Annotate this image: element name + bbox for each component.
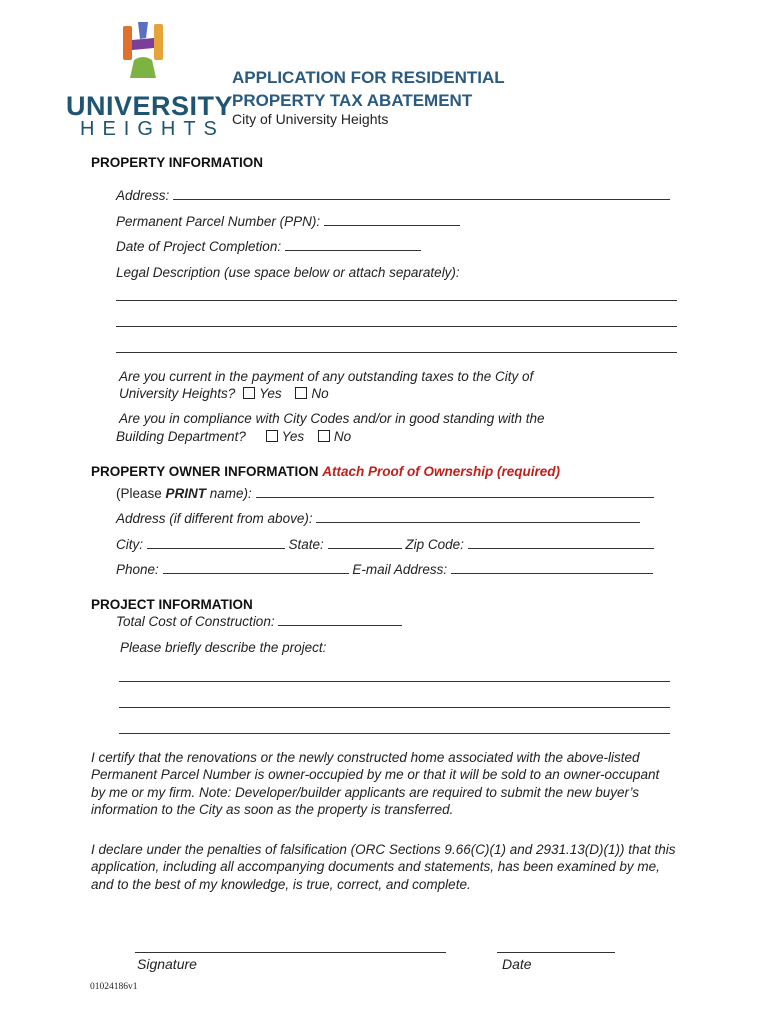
taxes-no-checkbox[interactable] [295, 387, 307, 399]
owner-name-label-bold: PRINT [165, 486, 207, 501]
zip-label: Zip Code: [405, 537, 464, 552]
taxes-yes-checkbox[interactable] [243, 387, 255, 399]
proof-of-ownership-note: Attach Proof of Ownership (required) [322, 464, 561, 479]
logo-wordmark: UNIVERSITY [66, 91, 234, 121]
signature-line[interactable] [135, 952, 446, 953]
taxes-no-label: No [311, 386, 329, 401]
phone-label: Phone: [116, 562, 159, 577]
owner-address-field [116, 511, 640, 526]
codes-yes-checkbox[interactable] [266, 430, 278, 442]
project-description-label: Please briefly describe the project: [120, 640, 327, 655]
construction-cost-label: Total Cost of Construction: [116, 614, 275, 629]
date-label: Date [502, 956, 532, 972]
owner-address-label: Address (if different from above): [116, 511, 313, 526]
construction-cost-field [116, 614, 402, 629]
taxes-question-line-2 [119, 386, 329, 401]
email-input[interactable] [451, 562, 653, 574]
section-property-heading: PROPERTY INFORMATION [91, 155, 264, 170]
page-title [232, 66, 505, 112]
signature-label: Signature [137, 956, 197, 972]
title-line-2: PROPERTY TAX ABATEMENT [232, 91, 473, 110]
owner-name-field [116, 486, 654, 501]
codes-question-line-2 [116, 429, 351, 444]
legal-description-label: Legal Description (use space below or attach separately): [116, 265, 460, 280]
owner-name-label-pre: (Please [116, 486, 166, 501]
title-line-1: APPLICATION FOR RESIDENTIAL [232, 68, 505, 87]
codes-no-checkbox[interactable] [318, 430, 330, 442]
project-description-line-1[interactable] [119, 681, 670, 682]
project-description-line-2[interactable] [119, 707, 670, 708]
codes-yes-label: Yes [281, 429, 305, 444]
state-input[interactable] [328, 537, 402, 549]
phone-input[interactable] [163, 562, 349, 574]
taxes-question-line-1: Are you current in the payment of any outstanding taxes to the City of [119, 369, 534, 384]
taxes-question-text: University Heights? [119, 386, 236, 401]
address-input[interactable] [173, 188, 670, 200]
certification-paragraph: I certify that the renovations or the newly constructed home associated with the above-listed Permanent Parcel Number is owner-occupied by me or that it will be sold to an owner-occupant by me or my firm. Note: Developer/builder applicants are required to submit the new buyer’s information to the City as soon as the property is transferred. [91, 750, 660, 818]
legal-description-line-2[interactable] [116, 326, 677, 327]
codes-no-label: No [333, 429, 352, 444]
construction-cost-input[interactable] [278, 614, 402, 626]
owner-name-label-post: name): [206, 486, 252, 501]
completion-date-label: Date of Project Completion: [116, 239, 282, 254]
falsification-declaration: I declare under the penalties of falsification (ORC Sections 9.66(C)(1) and 2931.13(D)(1)) that this application, including all accompanying documents and statements, has been examined by me, and to the best of my knowledge, is true, correct, and complete. [91, 842, 676, 892]
legal-description-line-1[interactable] [116, 300, 677, 301]
completion-date-field [116, 239, 421, 254]
city-state-zip-field [116, 537, 654, 552]
date-line[interactable] [497, 952, 615, 953]
owner-heading-text: PROPERTY OWNER INFORMATION [91, 464, 319, 479]
section-project-heading: PROJECT INFORMATION [91, 597, 253, 612]
city-subtitle: City of University Heights [232, 111, 389, 127]
city-input[interactable] [147, 537, 285, 549]
phone-email-field [116, 562, 653, 577]
completion-date-input[interactable] [285, 239, 421, 251]
city-label: City: [116, 537, 143, 552]
ppn-input[interactable] [324, 214, 460, 226]
codes-question-text: Building Department? [116, 429, 246, 444]
city-logo-mark-icon [118, 20, 168, 80]
state-label: State: [288, 537, 324, 552]
logo-subtitle: HEIGHTS [80, 118, 225, 140]
form-code: 01024186v1 [90, 982, 138, 992]
codes-question-line-1: Are you in compliance with City Codes and/or in good standing with the [119, 411, 545, 426]
legal-description-line-3[interactable] [116, 352, 677, 353]
owner-name-input[interactable] [256, 486, 654, 498]
project-description-line-3[interactable] [119, 733, 670, 734]
owner-address-input[interactable] [316, 511, 640, 523]
zip-input[interactable] [468, 537, 654, 549]
ppn-field [116, 214, 460, 229]
ppn-label: Permanent Parcel Number (PPN): [116, 214, 321, 229]
address-label: Address: [116, 188, 170, 203]
taxes-yes-label: Yes [259, 386, 282, 401]
section-owner-heading [91, 464, 560, 479]
email-label: E-mail Address: [352, 562, 448, 577]
address-field [116, 188, 670, 203]
